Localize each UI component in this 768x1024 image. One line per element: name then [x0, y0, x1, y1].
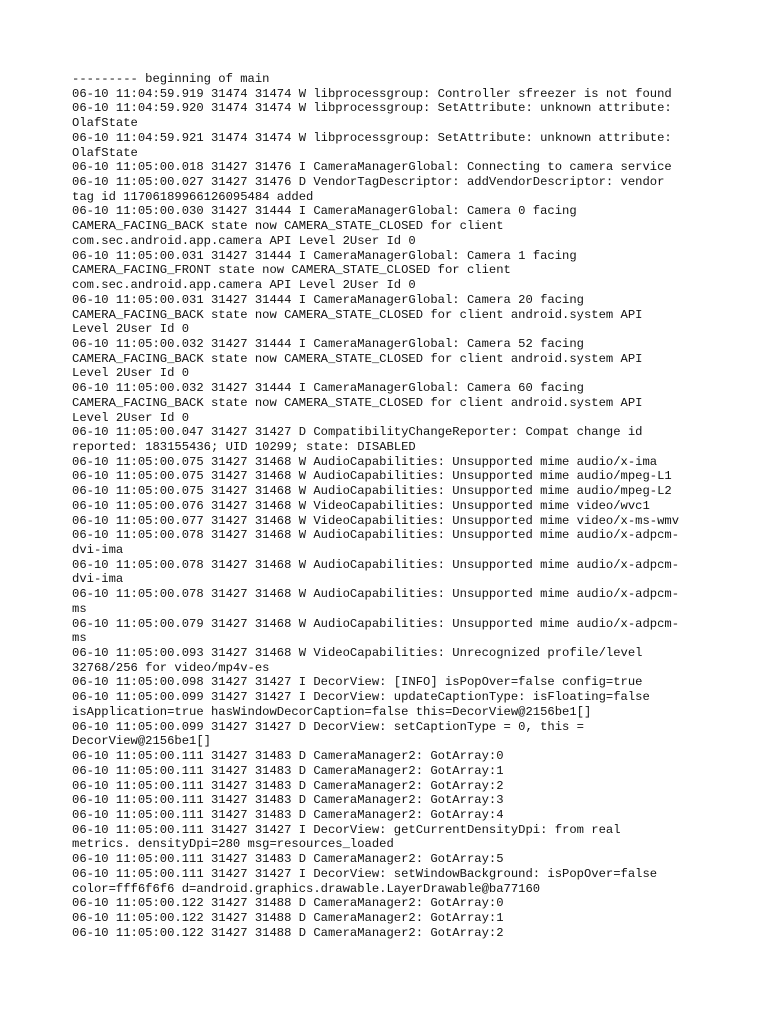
log-line: dvi-ima: [72, 572, 124, 587]
log-line: color=fff6f6f6 d=android.graphics.drawable.LayerDrawable@ba77160: [72, 881, 541, 896]
log-document: [72, 72, 712, 940]
log-line: 06-10 11:05:00.093 31427 31468 W VideoCapabilities: Unrecognized profile/level: [72, 646, 643, 661]
log-line: 06-10 11:04:59.921 31474 31474 W libprocessgroup: SetAttribute: unknown attribute:: [72, 130, 672, 145]
log-line: ms: [72, 601, 87, 616]
log-line: Level 2User Id 0: [72, 366, 190, 381]
log-line: CAMERA_FACING_BACK state now CAMERA_STATE_CLOSED for client android.system API: [72, 307, 643, 322]
log-line: reported: 183155436; UID 10299; state: DISABLED: [72, 439, 416, 454]
log-line: CAMERA_FACING_BACK state now CAMERA_STATE_CLOSED for client: [72, 219, 504, 234]
log-line: 06-10 11:05:00.032 31427 31444 I CameraManagerGlobal: Camera 60 facing: [72, 381, 584, 396]
log-line: 06-10 11:05:00.111 31427 31483 D CameraManager2: GotArray:1: [72, 763, 504, 778]
log-line: 06-10 11:05:00.076 31427 31468 W VideoCapabilities: Unsupported mime video/wvc1: [72, 498, 650, 513]
log-line: --------- beginning of main: [72, 72, 270, 86]
log-line: 06-10 11:05:00.075 31427 31468 W AudioCapabilities: Unsupported mime audio/mpeg-L1: [72, 469, 672, 484]
log-line: 06-10 11:05:00.098 31427 31427 I DecorView: [INFO] isPopOver=false config=true: [72, 675, 643, 690]
log-line: CAMERA_FACING_FRONT state now CAMERA_STATE_CLOSED for client: [72, 263, 511, 278]
log-line: 06-10 11:05:00.111 31427 31483 D CameraManager2: GotArray:5: [72, 852, 504, 867]
log-line: 06-10 11:05:00.099 31427 31427 I DecorView: updateCaptionType: isFloating=false: [72, 690, 650, 705]
log-line: Level 2User Id 0: [72, 410, 190, 425]
log-line: DecorView@2156be1[]: [72, 734, 211, 749]
log-line: 06-10 11:04:59.919 31474 31474 W libprocessgroup: Controller sfreezer is not found: [72, 86, 672, 101]
log-line: ms: [72, 631, 87, 646]
log-line: 06-10 11:05:00.122 31427 31488 D CameraManager2: GotArray:0: [72, 896, 504, 911]
log-line: OlafState: [72, 145, 138, 160]
log-line: com.sec.android.app.camera API Level 2User Id 0: [72, 233, 416, 248]
log-line: 06-10 11:05:00.078 31427 31468 W AudioCapabilities: Unsupported mime audio/x-adpcm-: [72, 587, 680, 602]
log-line: 06-10 11:05:00.111 31427 31483 D CameraManager2: GotArray:4: [72, 807, 504, 822]
log-line: 06-10 11:05:00.078 31427 31468 W AudioCapabilities: Unsupported mime audio/x-adpcm-: [72, 557, 680, 572]
log-line: 06-10 11:05:00.111 31427 31483 D CameraManager2: GotArray:3: [72, 793, 504, 808]
log-line: metrics. densityDpi=280 msg=resources_loaded: [72, 837, 394, 852]
log-line: 06-10 11:05:00.122 31427 31488 D CameraManager2: GotArray:1: [72, 910, 504, 925]
log-line: 06-10 11:05:00.099 31427 31427 D DecorView: setCaptionType = 0, this =: [72, 719, 584, 734]
log-line: isApplication=true hasWindowDecorCaption=false this=DecorView@2156be1[]: [72, 704, 592, 719]
log-line: 06-10 11:05:00.111 31427 31427 I DecorView: setWindowBackground: isPopOver=false: [72, 866, 658, 881]
log-line: 06-10 11:05:00.111 31427 31427 I DecorView: getCurrentDensityDpi: from real: [72, 822, 621, 837]
log-line: OlafState: [72, 116, 138, 131]
log-line: 06-10 11:05:00.032 31427 31444 I CameraManagerGlobal: Camera 52 facing: [72, 336, 584, 351]
log-line: 06-10 11:05:00.031 31427 31444 I CameraManagerGlobal: Camera 1 facing: [72, 248, 577, 263]
log-line: 06-10 11:05:00.111 31427 31483 D CameraManager2: GotArray:0: [72, 749, 504, 764]
log-line: Level 2User Id 0: [72, 322, 190, 337]
log-line: 06-10 11:05:00.078 31427 31468 W AudioCapabilities: Unsupported mime audio/x-adpcm-: [72, 528, 680, 543]
log-line: 06-10 11:05:00.075 31427 31468 W AudioCapabilities: Unsupported mime audio/x-ima: [72, 454, 658, 469]
log-line: 06-10 11:05:00.047 31427 31427 D CompatibilityChangeReporter: Compat change id: [72, 425, 643, 440]
log-line: 06-10 11:04:59.920 31474 31474 W libprocessgroup: SetAttribute: unknown attribute:: [72, 101, 672, 116]
log-line: 06-10 11:05:00.030 31427 31444 I CameraManagerGlobal: Camera 0 facing: [72, 204, 577, 219]
log-line: 06-10 11:05:00.027 31427 31476 D VendorTagDescriptor: addVendorDescriptor: vendor: [72, 175, 665, 190]
log-line: 06-10 11:05:00.079 31427 31468 W AudioCapabilities: Unsupported mime audio/x-adpcm-: [72, 616, 680, 631]
log-line: dvi-ima: [72, 543, 124, 557]
log-line: CAMERA_FACING_BACK state now CAMERA_STATE_CLOSED for client android.system API: [72, 395, 643, 410]
log-line: 06-10 11:05:00.075 31427 31468 W AudioCapabilities: Unsupported mime audio/mpeg-L2: [72, 484, 672, 499]
log-line: tag id 11706189966126095484 added: [72, 189, 314, 204]
log-line: 06-10 11:05:00.122 31427 31488 D CameraManager2: GotArray:2: [72, 925, 504, 940]
log-line: 32768/256 for video/mp4v-es: [72, 660, 270, 675]
log-line: 06-10 11:05:00.077 31427 31468 W VideoCapabilities: Unsupported mime video/x-ms-wmv: [72, 513, 680, 528]
log-line: 06-10 11:05:00.111 31427 31483 D CameraManager2: GotArray:2: [72, 778, 504, 793]
log-line: 06-10 11:05:00.031 31427 31444 I CameraManagerGlobal: Camera 20 facing: [72, 292, 584, 307]
log-line: 06-10 11:05:00.018 31427 31476 I CameraManagerGlobal: Connecting to camera service: [72, 160, 672, 175]
log-line: com.sec.android.app.camera API Level 2User Id 0: [72, 278, 416, 293]
log-line: CAMERA_FACING_BACK state now CAMERA_STATE_CLOSED for client android.system API: [72, 351, 643, 366]
